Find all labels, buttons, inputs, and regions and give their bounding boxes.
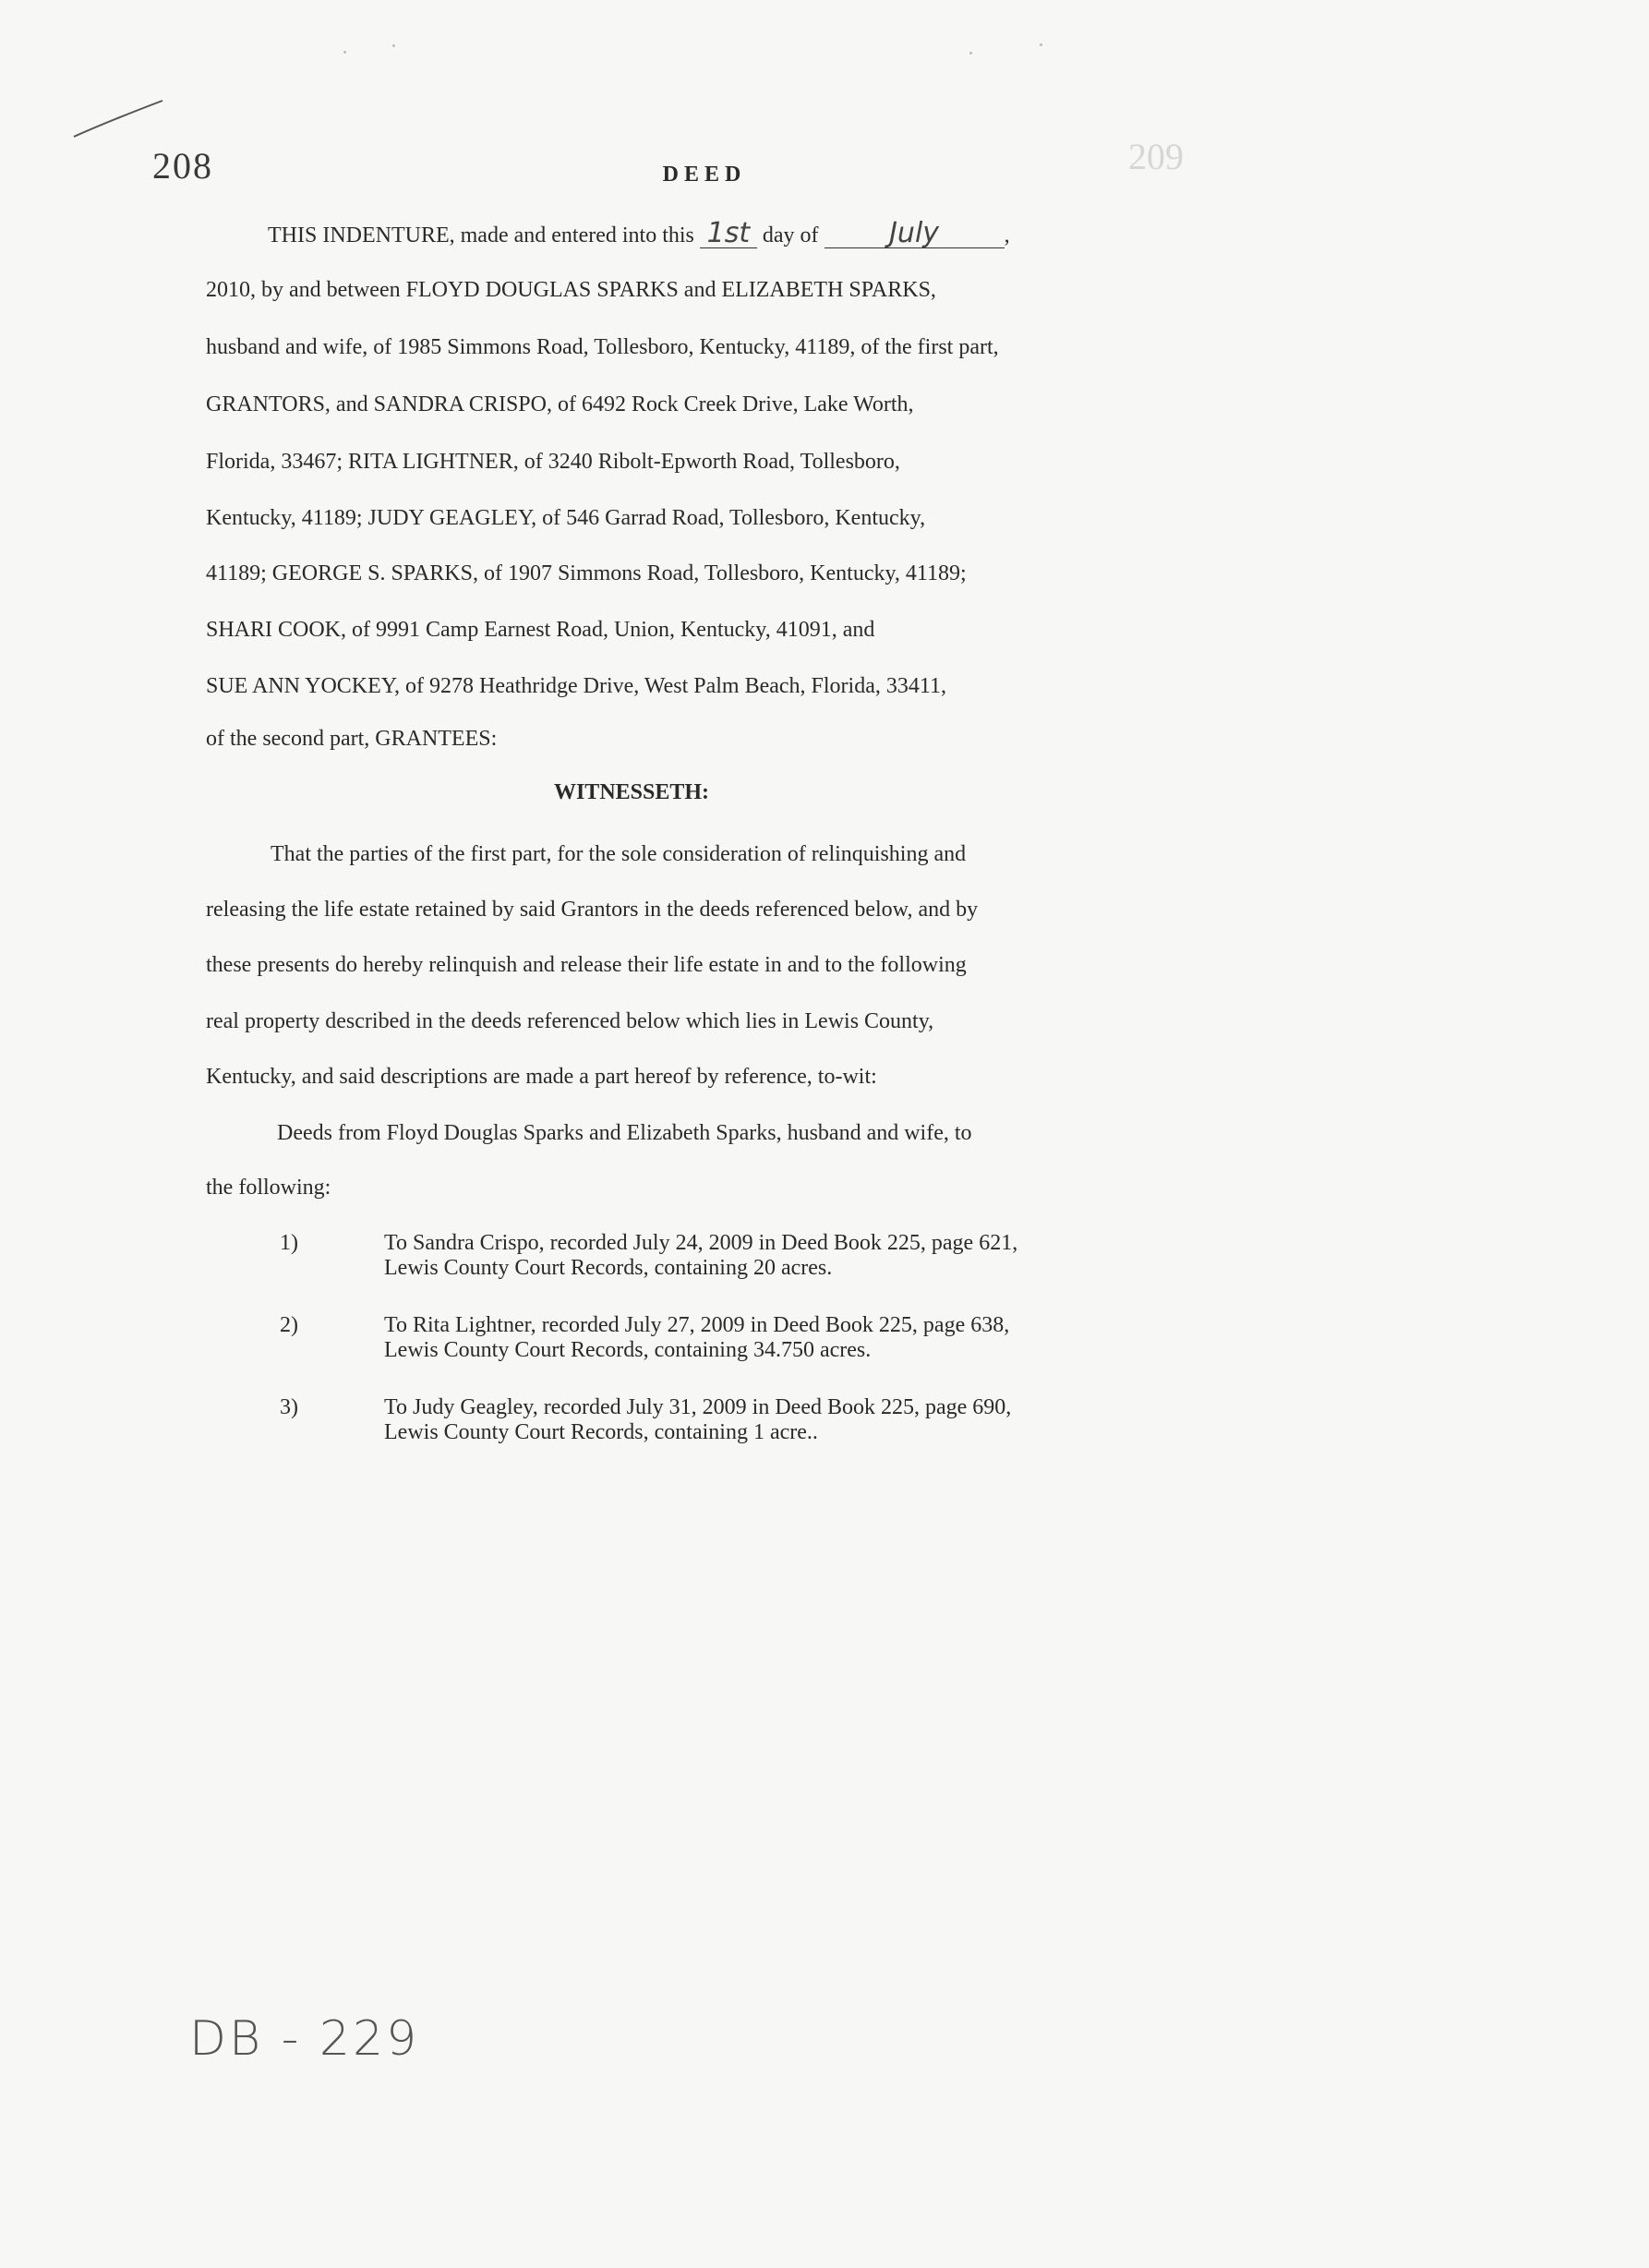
scan-dot [343, 51, 346, 54]
deed-item [384, 1313, 1141, 1363]
intro-line: SHARI COOK, of 9991 Camp Earnest Road, Union, Kentucky, 41091, and [206, 618, 875, 642]
intro-text-pre: THIS INDENTURE, made and entered into this [268, 223, 694, 247]
deed-item-number: 3) [280, 1395, 298, 1419]
deed-item-line: To Judy Geagley, recorded July 31, 2009 in Deed Book 225, page 690, [384, 1395, 1012, 1419]
intro-line: husband and wife, of 1985 Simmons Road, Tollesboro, Kentucky, 41189, of the first part, [206, 335, 999, 359]
scan-dot [1040, 43, 1042, 46]
pen-stroke-mark [72, 98, 164, 139]
deed-item [384, 1395, 1141, 1445]
paragraph-line: releasing the life estate retained by said Grantors in the deeds referenced below, and by [206, 898, 979, 922]
deed-item-number: 1) [280, 1231, 298, 1255]
intro-line: 2010, by and between FLOYD DOUGLAS SPARKS and ELIZABETH SPARKS, [206, 278, 936, 302]
month-blank [824, 217, 1005, 249]
handwritten-day: 1st [706, 217, 751, 249]
scan-dot [392, 44, 395, 47]
deeds-intro-line: Deeds from Floyd Douglas Sparks and Elizabeth Sparks, husband and wife, to [277, 1121, 972, 1145]
bleed-through-page-number: 209 [1128, 136, 1184, 177]
deeds-intro-line: the following: [206, 1176, 331, 1200]
deed-item-line: To Sandra Crispo, recorded July 24, 2009 in Deed Book 225, page 621, [384, 1231, 1018, 1255]
intro-line: 41189; GEORGE S. SPARKS, of 1907 Simmons Road, Tollesboro, Kentucky, 41189; [206, 561, 967, 585]
paragraph-line: That the parties of the first part, for the sole consideration of relinquishing and [271, 842, 967, 866]
intro-line: of the second part, GRANTEES: [206, 727, 498, 751]
paragraph-line: Kentucky, and said descriptions are made a part hereof by reference, to-wit: [206, 1065, 877, 1089]
intro-line: SUE ANN YOCKEY, of 9278 Heathridge Drive, West Palm Beach, Florida, 33411, [206, 674, 946, 698]
handwritten-month: July [889, 217, 940, 249]
deed-item-line: To Rita Lightner, recorded July 27, 2009 in Deed Book 225, page 638, [384, 1313, 1010, 1337]
intro-text-end: , [1004, 223, 1010, 247]
handwritten-deed-book-reference: DB - 229 [189, 2011, 420, 2067]
document-title: DEED [662, 163, 747, 187]
intro-text-mid: day of [762, 223, 819, 247]
page-number: 208 [152, 145, 213, 187]
deed-item-line: Lewis County Court Records, containing 20 acres. [384, 1256, 833, 1280]
scan-dot [969, 52, 972, 54]
paragraph-line: real property described in the deeds referenced below which lies in Lewis County, [206, 1009, 934, 1033]
intro-line: Kentucky, 41189; JUDY GEAGLEY, of 546 Garrad Road, Tollesboro, Kentucky, [206, 506, 926, 530]
intro-line-1 [268, 217, 1010, 249]
paragraph-line: these presents do hereby relinquish and release their life estate in and to the following [206, 953, 967, 977]
intro-line: Florida, 33467; RITA LIGHTNER, of 3240 Ribolt-Epworth Road, Tollesboro, [206, 450, 900, 474]
day-blank [700, 217, 757, 249]
witnesseth-heading: WITNESSETH: [553, 780, 710, 804]
deed-item-line: Lewis County Court Records, containing 34.750 acres. [384, 1338, 872, 1362]
intro-line: GRANTORS, and SANDRA CRISPO, of 6492 Rock Creek Drive, Lake Worth, [206, 392, 914, 416]
deed-item-number: 2) [280, 1313, 298, 1337]
deed-item [384, 1231, 1141, 1281]
deed-item-line: Lewis County Court Records, containing 1 acre.. [384, 1420, 818, 1444]
